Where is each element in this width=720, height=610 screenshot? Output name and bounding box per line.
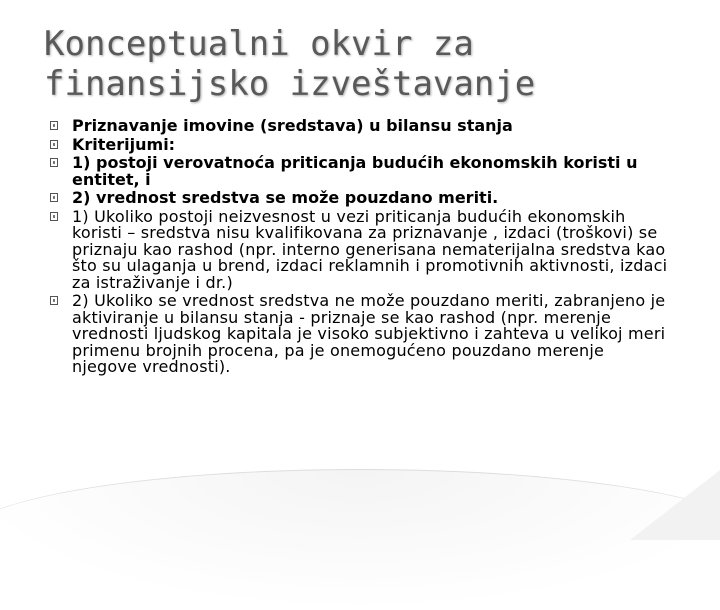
square-bullet-icon bbox=[50, 158, 58, 167]
square-bullet-icon bbox=[50, 193, 58, 202]
square-bullet-icon bbox=[50, 212, 58, 221]
slide-title: Konceptualni okvir za finansijsko izveštavanje bbox=[44, 24, 536, 104]
list-item-text: 2) Ukoliko se vrednost sredstva ne može pouzdano meriti, zabranjeno je aktiviranje u bilansu stanja - priznaje se kao rashod (npr. merenje vrednosti ljudskog kapitala je visoko subjektivno i zahteva u velikoj meri primenu brojnih procena, pa je onemogućeno pouzdano merenje njegove vrednosti). bbox=[72, 291, 666, 376]
square-bullet-icon bbox=[50, 140, 58, 149]
list-item bbox=[48, 293, 668, 376]
list-item bbox=[48, 118, 668, 135]
list-item-text: 1) postoji verovatnoća priticanja budućih ekonomskih koristi u entitet, i bbox=[72, 153, 638, 189]
list-item-text: Kriterijumi: bbox=[72, 134, 176, 154]
list-item-text: 2) vrednost sredstva se može pouzdano meriti. bbox=[72, 188, 499, 207]
square-bullet-icon bbox=[50, 296, 58, 305]
list-item bbox=[48, 190, 668, 207]
list-item bbox=[48, 206, 668, 292]
corner-decoration bbox=[630, 470, 720, 540]
list-item bbox=[48, 155, 668, 188]
square-bullet-icon bbox=[50, 121, 58, 130]
list-item-text: Priznavanje imovine (sredstava) u bilansu stanja bbox=[72, 116, 513, 135]
list-item-text: 1) Ukoliko postoji neizvesnost u vezi priticanja budućih ekonomskih koristi – sredstva nisu kvalifikovana za priznavanje , izdaci (troškovi) se priznaju kao rashod (npr. interno generisana nematerijalna sredstva kao što su ulaganja u brend, izdaci reklamnih i promotivnih aktivnosti, izdaci za istraživanje i dr.) bbox=[72, 206, 668, 292]
list-item bbox=[48, 134, 668, 154]
bullet-list bbox=[48, 118, 668, 378]
